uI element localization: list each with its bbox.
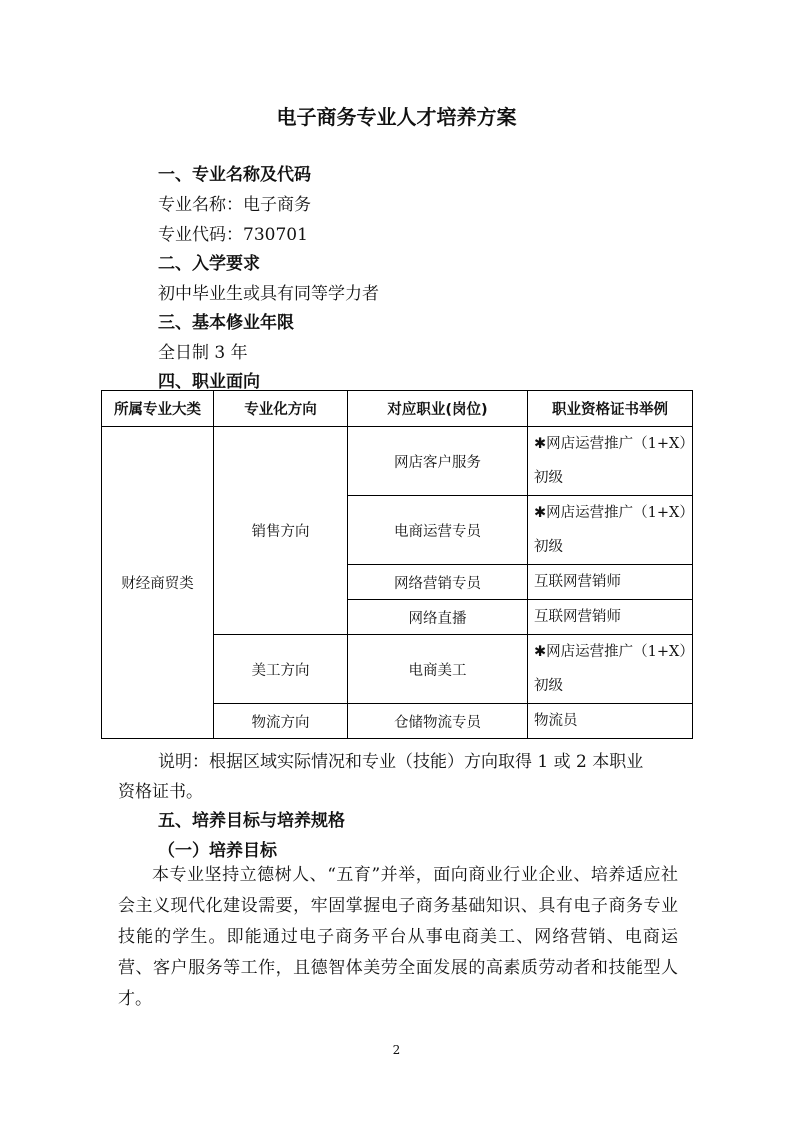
admission-text: 初中毕业生或具有同等学力者 — [158, 284, 379, 304]
category-cell: 财经商贸类 — [102, 427, 214, 739]
cert-cell: 互联网营销师 — [528, 600, 693, 635]
cert-cell: ✱网店运营推广（1+X）初级 — [528, 635, 693, 704]
table-header-cell: 专业化方向 — [214, 391, 348, 427]
direction-cell: 美工方向 — [214, 635, 348, 704]
job-cell: 网络营销专员 — [348, 565, 528, 600]
section-5-heading: 五、培养目标与培养规格 — [158, 811, 345, 831]
training-goal-paragraph: 本专业坚持立德树人、“五育”并举，面向商业行业企业、培养适应社会主义现代化建设需要，牢固掌握电子商务基础知识、具有电子商务专业技能的学生。即能通过电子商务平台从事电商美工、网络营销、电商运营、客户服务等工作，且德智体美劳全面发展的高素质劳动者和技能型人才。 — [118, 865, 678, 1009]
duration-text: 全日制 3 年 — [158, 343, 248, 363]
table-header-cell: 所属专业大类 — [102, 391, 214, 427]
occupation-table — [101, 390, 693, 739]
job-cell: 网店客户服务 — [348, 427, 528, 496]
job-cell: 仓储物流专员 — [348, 704, 528, 739]
direction-cell: 物流方向 — [214, 704, 348, 739]
table-header-cell: 对应职业(岗位) — [348, 391, 528, 427]
page-number: 2 — [392, 1043, 401, 1057]
section-3-heading: 三、基本修业年限 — [158, 313, 294, 333]
table-header-row — [102, 391, 693, 427]
table-header-cell: 职业资格证书举例 — [528, 391, 693, 427]
cert-cell: 互联网营销师 — [528, 565, 693, 600]
major-code-line: 专业代码：730701 — [158, 225, 308, 245]
job-cell: 网络直播 — [348, 600, 528, 635]
table-note-line-2: 资格证书。 — [118, 782, 203, 802]
section-1-heading: 一、专业名称及代码 — [158, 165, 311, 185]
job-cell: 电商运营专员 — [348, 496, 528, 565]
table-note-line-1: 说明：根据区域实际情况和专业（技能）方向取得 1 或 2 本职业 — [158, 752, 644, 772]
table-row — [102, 427, 693, 496]
subsection-heading: （一）培养目标 — [158, 841, 277, 861]
major-name-line: 专业名称：电子商务 — [158, 195, 311, 215]
page-title: 电子商务专业人才培养方案 — [276, 105, 517, 129]
cert-cell: ✱网店运营推广（1+X）初级 — [528, 427, 693, 496]
job-cell: 电商美工 — [348, 635, 528, 704]
cert-cell: 物流员 — [528, 704, 693, 739]
cert-cell: ✱网店运营推广（1+X）初级 — [528, 496, 693, 565]
direction-cell: 销售方向 — [214, 427, 348, 635]
section-2-heading: 二、入学要求 — [158, 254, 260, 274]
section-4-heading: 四、职业面向 — [158, 372, 260, 392]
